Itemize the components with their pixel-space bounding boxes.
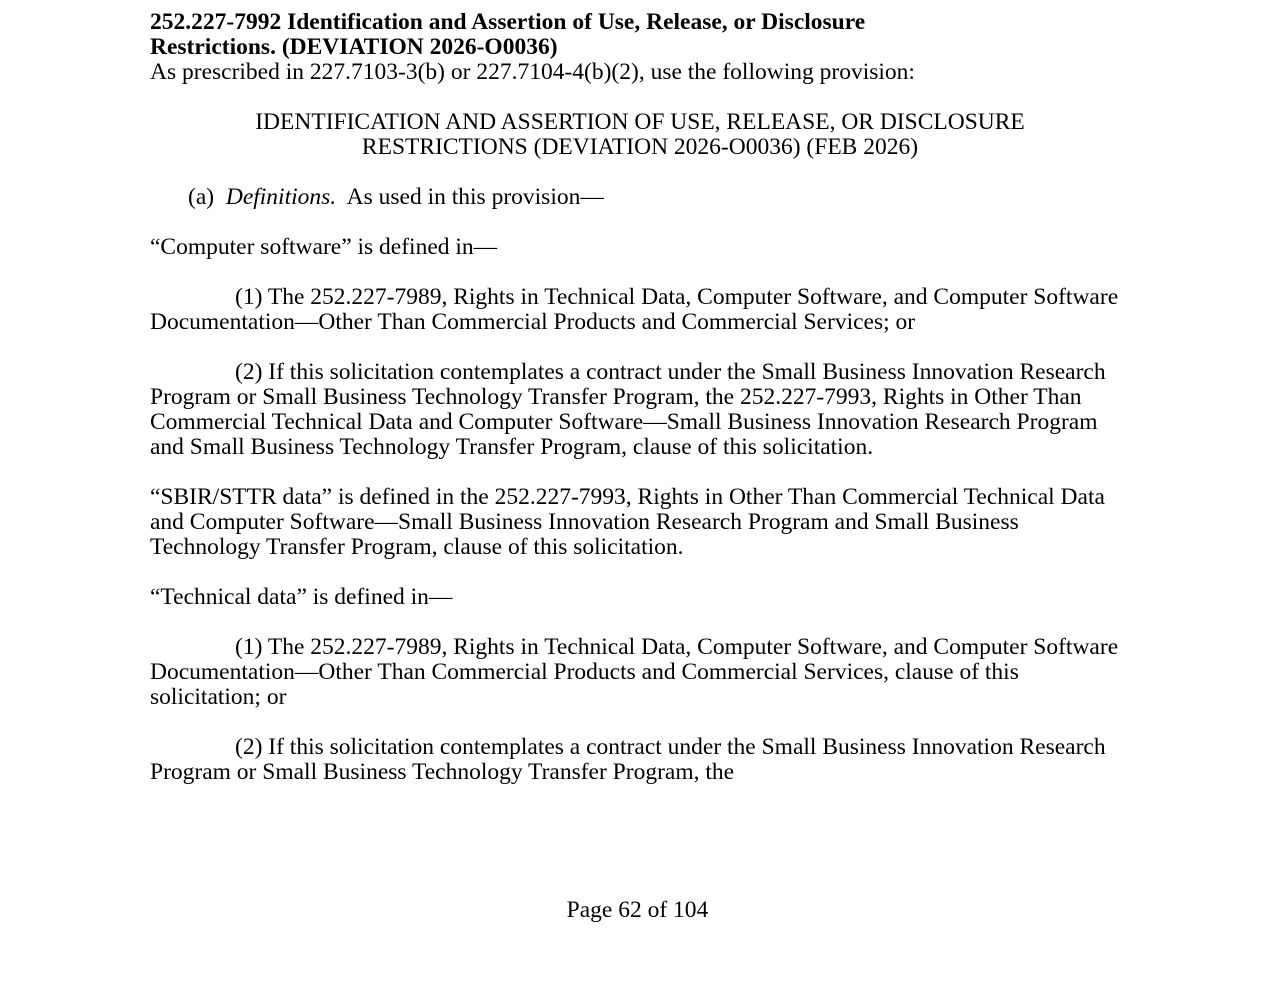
document-page bbox=[150, 10, 1130, 785]
sbir-sttr-definition: “SBIR/STTR data” is defined in the 252.227-7993, Rights in Other Than Commercial Technical Data and Computer Software—Small Business Innovation Research Program and Small Business Technology Transfer Program, clause of this solicitation. bbox=[150, 484, 1105, 560]
computer-software-item-1: (1) The 252.227-7989, Rights in Technical Data, Computer Software, and Computer Software Documentation—Other Than Commercial Products and Commercial Services; or bbox=[150, 284, 1119, 335]
computer-software-intro: “Computer software” is defined in— bbox=[150, 234, 498, 260]
computer-software-item-2: (2) If this solicitation contemplates a contract under the Small Business Innovation Research Program or Small Business Technology Transfer Program, the 252.227-7993, Rights in Other Than Commercial Technical Data and Computer Software—Small Business Innovation Research Program and Small Business Technology Transfer Program, clause of this solicitation. bbox=[150, 359, 1106, 460]
provision-title-line2: RESTRICTIONS (DEVIATION 2026-O0036) (FEB 2026) bbox=[361, 134, 919, 160]
section-heading-line1: 252.227-7992 Identification and Assertion of Use, Release, or Disclosure bbox=[150, 9, 866, 35]
section-heading-line2: Restrictions. (DEVIATION 2026-O0036) bbox=[150, 34, 558, 60]
section-heading bbox=[150, 10, 1130, 60]
definitions-label: Definitions. bbox=[225, 184, 337, 210]
page-number-footer: Page 62 of 104 bbox=[566, 897, 709, 923]
technical-data-intro: “Technical data” is defined in— bbox=[150, 584, 453, 610]
technical-data-item-2: (2) If this solicitation contemplates a contract under the Small Business Innovation Research Program or Small Business Technology Transfer Program, the bbox=[150, 734, 1106, 785]
provision-title-line1: IDENTIFICATION AND ASSERTION OF USE, RELEASE, OR DISCLOSURE bbox=[255, 109, 1025, 135]
prescription-text: As prescribed in 227.7103-3(b) or 227.7104-4(b)(2), use the following provision: bbox=[150, 59, 915, 85]
technical-data-item-1: (1) The 252.227-7989, Rights in Technical Data, Computer Software, and Computer Software Documentation—Other Than Commercial Products and Commercial Services, clause of this solicitation; or bbox=[150, 634, 1119, 710]
provision-title bbox=[150, 110, 1130, 160]
definitions-marker: (a) bbox=[188, 184, 215, 210]
definitions-paragraph bbox=[150, 185, 1130, 210]
definitions-text: As used in this provision— bbox=[346, 184, 604, 210]
